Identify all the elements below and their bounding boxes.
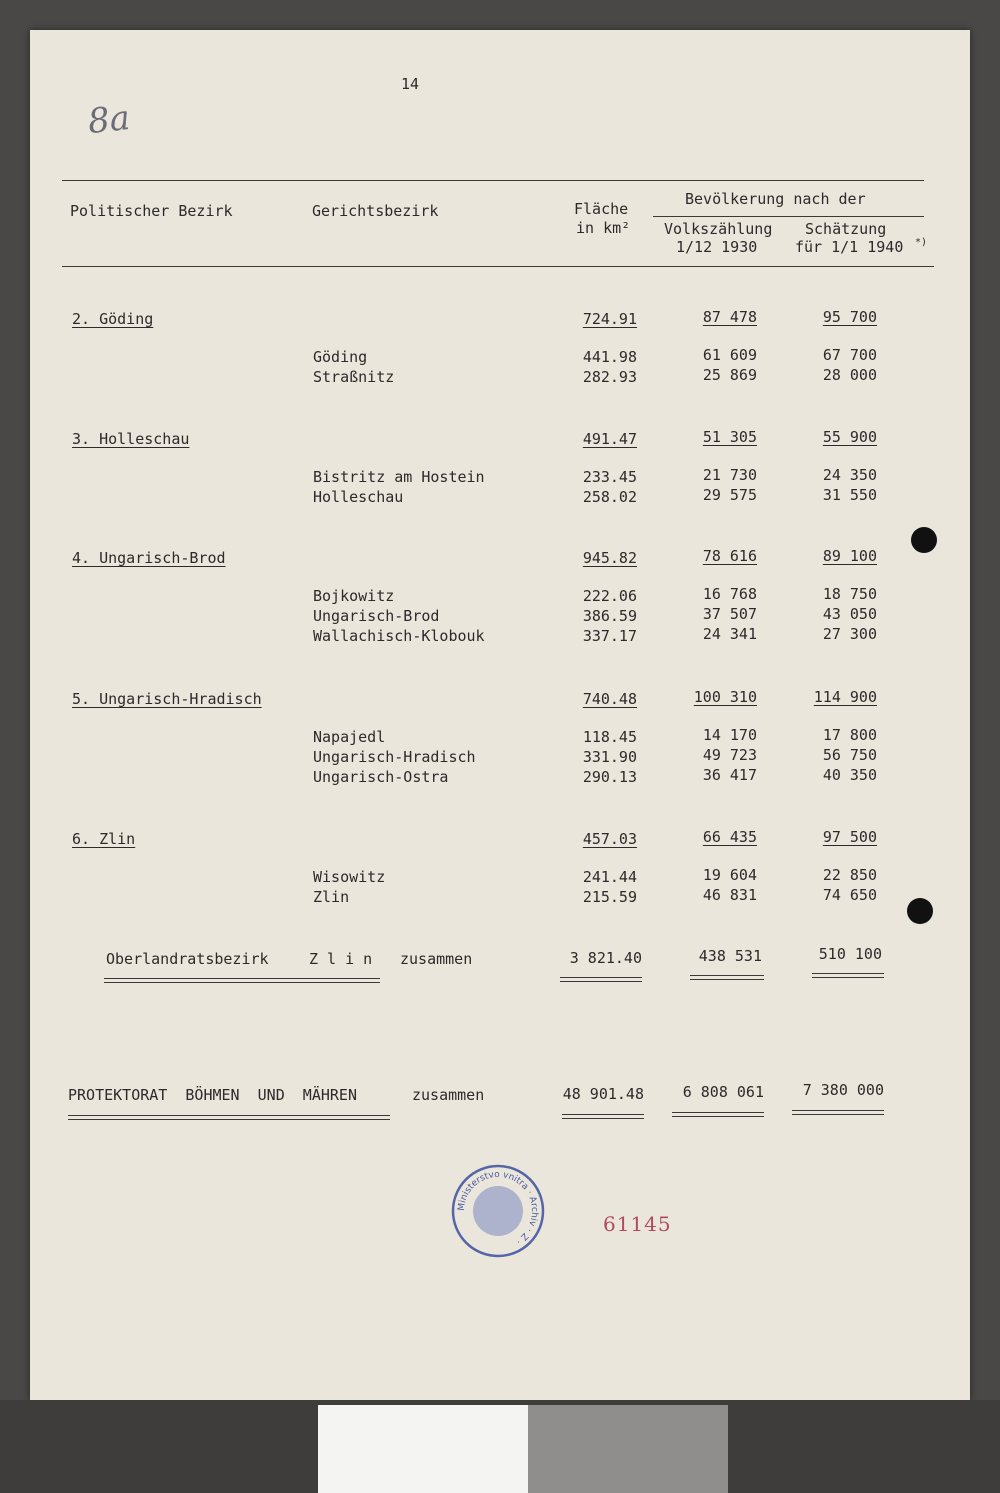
archive-stamp [450,1163,546,1259]
header-area-line1: Fläche [574,200,629,218]
judicial-district-estimate: 17 800 [822,726,877,744]
judicial-district-census: 37 507 [702,605,757,623]
total-estimate-double-rule [792,1110,884,1115]
subtotal-census: 438 531 [698,947,762,965]
total-census: 6 808 061 [682,1083,764,1101]
judicial-district-census: 36 417 [702,766,757,784]
district-census: 100 310 [693,688,757,706]
judicial-district-estimate: 74 650 [822,886,877,904]
judicial-district-name: Göding [313,348,368,366]
judicial-district-name: Wisowitz [313,868,386,886]
total-label: PROTEKTORAT BÖHMEN UND MÄHREN [68,1086,357,1104]
header-population-rule [653,216,924,217]
subtotal-area: 3 821.40 [569,949,642,967]
district-estimate: 55 900 [822,428,877,446]
judicial-district-estimate: 56 750 [822,746,877,764]
handwritten-note: 8a [86,97,132,143]
subtotal-label-name: Z l i n [309,950,373,968]
judicial-district-area: 215.59 [582,888,637,906]
archive-number: 61145 [603,1212,672,1236]
judicial-district-name: Ungarisch-Ostra [313,768,449,786]
judicial-district-area: 331.90 [582,748,637,766]
header-rule-bottom [62,266,934,267]
district-estimate: 97 500 [822,828,877,846]
judicial-district-census: 24 341 [702,625,757,643]
judicial-district-census: 19 604 [702,866,757,884]
district-census: 78 616 [702,547,757,565]
judicial-district-estimate: 22 850 [822,866,877,884]
judicial-district-area: 337.17 [582,627,637,645]
judicial-district-estimate: 31 550 [822,486,877,504]
judicial-district-area: 241.44 [582,868,637,886]
district-estimate: 95 700 [822,308,877,326]
judicial-district-area: 222.06 [582,587,637,605]
judicial-district-estimate: 40 350 [822,766,877,784]
subtotal-estimate-double-rule [812,973,884,978]
judicial-district-name: Zlin [313,888,350,906]
district-census: 51 305 [702,428,757,446]
archive-stamp-text: Ministerstvo vnitra · Archiv · Z · [456,1169,540,1247]
judicial-district-name: Bojkowitz [313,587,395,605]
judicial-district-name: Napajedl [313,728,386,746]
subtotal-census-double-rule [690,975,764,980]
district-name: 5. Ungarisch-Hradisch [72,690,262,708]
judicial-district-census: 46 831 [702,886,757,904]
header-population: Bevölkerung nach der [685,190,866,208]
header-area-line2: in km² [576,219,631,237]
district-area: 740.48 [582,690,637,708]
district-area: 724.91 [582,310,637,328]
punch-hole-lower [907,898,933,924]
judicial-district-estimate: 27 300 [822,625,877,643]
header-estimate-line1: Schätzung [805,220,887,238]
subtotal-area-double-rule [560,977,642,982]
header-census-line2: 1/12 1930 [676,238,758,256]
header-census-line1: Volkszählung [664,220,773,238]
judicial-district-census: 25 869 [702,366,757,384]
district-census: 66 435 [702,828,757,846]
district-area: 491.47 [582,430,637,448]
judicial-district-area: 441.98 [582,348,637,366]
judicial-district-census: 21 730 [702,466,757,484]
judicial-district-area: 282.93 [582,368,637,386]
district-area: 457.03 [582,830,637,848]
judicial-district-name: Straßnitz [313,368,395,386]
scan-calibration-card-white [318,1405,528,1493]
header-judicial-district: Gerichtsbezirk [312,202,439,220]
judicial-district-estimate: 28 000 [822,366,877,384]
judicial-district-name: Holleschau [313,488,404,506]
total-area: 48 901.48 [562,1085,644,1103]
page-number: 14 [401,75,420,93]
total-census-double-rule [672,1112,764,1117]
header-estimate-line2: für 1/1 1940 [795,238,904,256]
total-estimate: 7 380 000 [802,1081,884,1099]
district-name: 2. Göding [72,310,154,328]
scan-calibration-card-grey [528,1405,728,1493]
judicial-district-name: Bistritz am Hostein [313,468,485,486]
judicial-district-name: Ungarisch-Brod [313,607,440,625]
subtotal-label-double-rule [104,978,380,983]
judicial-district-area: 258.02 [582,488,637,506]
total-area-double-rule [562,1114,644,1119]
header-rule-top [62,180,924,181]
district-area: 945.82 [582,549,637,567]
district-estimate: 89 100 [822,547,877,565]
district-census: 87 478 [702,308,757,326]
district-name: 3. Holleschau [72,430,190,448]
judicial-district-census: 14 170 [702,726,757,744]
judicial-district-area: 118.45 [582,728,637,746]
district-name: 4. Ungarisch-Brod [72,549,226,567]
judicial-district-estimate: 24 350 [822,466,877,484]
subtotal-label: Oberlandratsbezirk [106,950,269,968]
judicial-district-name: Ungarisch-Hradisch [313,748,476,766]
judicial-district-census: 49 723 [702,746,757,764]
judicial-district-area: 386.59 [582,607,637,625]
judicial-district-census: 29 575 [702,486,757,504]
subtotal-estimate: 510 100 [818,945,882,963]
total-label-double-rule [68,1115,390,1120]
judicial-district-area: 233.45 [582,468,637,486]
punch-hole-upper [911,527,937,553]
total-label-suffix: zusammen [412,1086,485,1104]
judicial-district-census: 16 768 [702,585,757,603]
judicial-district-estimate: 43 050 [822,605,877,623]
judicial-district-estimate: 18 750 [822,585,877,603]
header-estimate-footnote-mark: *) [915,237,928,248]
judicial-district-census: 61 609 [702,346,757,364]
judicial-district-area: 290.13 [582,768,637,786]
judicial-district-name: Wallachisch-Klobouk [313,627,485,645]
district-name: 6. Zlin [72,830,136,848]
district-estimate: 114 900 [813,688,877,706]
subtotal-label-suffix: zusammen [400,950,473,968]
judicial-district-estimate: 67 700 [822,346,877,364]
header-political-district: Politischer Bezirk [70,202,233,220]
